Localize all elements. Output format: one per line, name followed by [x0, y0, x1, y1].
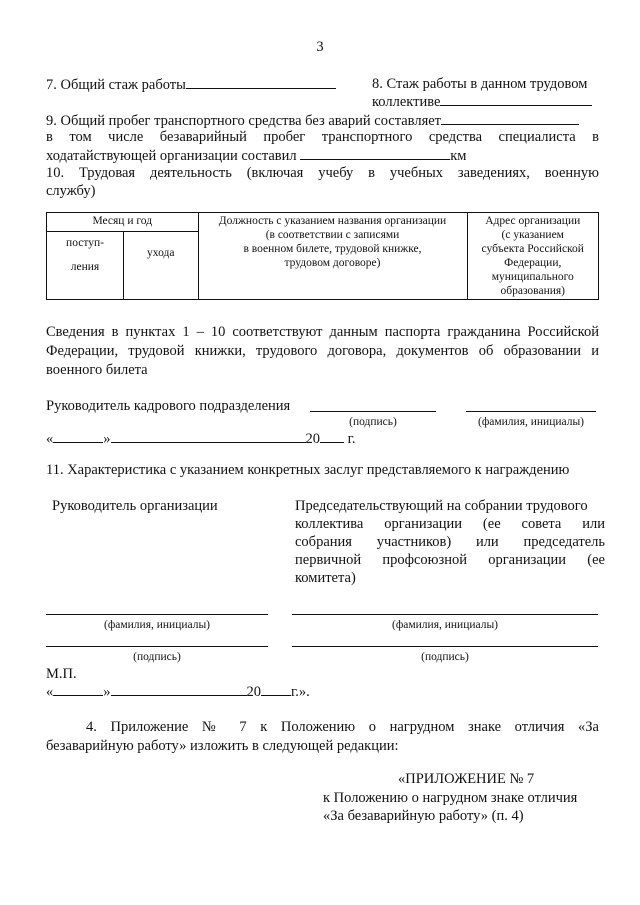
info-line3: военного билета — [46, 362, 148, 378]
org-head-signature-caption: (подпись) — [133, 651, 181, 663]
para-4-line1: 4. Приложение № 7 к Положению о нагрудном знаке отличия «За — [86, 719, 599, 735]
item-9-line2: в том числе безаварийный пробег транспортного средства специалиста в — [46, 129, 599, 145]
hr-date-year-blank[interactable] — [320, 429, 344, 443]
page-number: 3 — [316, 39, 324, 55]
hr-date-day-blank[interactable] — [53, 429, 103, 443]
chair-line2: коллектива организации (ее совета или — [295, 516, 605, 532]
info-line1: Сведения в пунктах 1 – 10 соответствуют данным паспорта гражданина Российской — [46, 324, 599, 340]
header-position: Должность с указанием названия организации (в соответствии с записями в военном билете, трудовой книжке, трудовом договоре) — [198, 213, 467, 300]
item-9-line3: ходатайствующей организации составил км — [46, 148, 467, 164]
chair-name-line[interactable] — [292, 614, 598, 615]
para-4-line2: безаварийную работу» изложить в следующей редакции: — [46, 738, 399, 754]
info-line2: Федерации, трудовой книжки, трудового договора, документов об образовании и — [46, 343, 599, 359]
chair-signature-caption: (подпись) — [421, 651, 469, 663]
signing-date-year-blank[interactable] — [261, 682, 291, 696]
item-8-label-line2: коллективе — [372, 92, 592, 111]
chair-line4: первичной профсоюзной организации (ее — [295, 552, 605, 568]
item-11-label: 11. Характеристика с указанием конкретных заслуг представляемого к награждению — [46, 462, 570, 478]
header-entry: поступ- ления — [47, 232, 124, 300]
signing-date: « » 20 г.». — [46, 684, 310, 700]
signing-date-day-blank[interactable] — [53, 682, 103, 696]
org-head-name-line[interactable] — [46, 614, 268, 615]
item-9-km-blank[interactable] — [300, 146, 450, 160]
org-head-label: Руководитель организации — [52, 498, 218, 514]
header-leave: ухода — [124, 232, 199, 300]
chair-name-caption: (фамилия, инициалы) — [391, 619, 499, 631]
item-10-line2: службу) — [46, 183, 96, 199]
header-month-year: Месяц и год — [47, 213, 199, 232]
item-8-label-line1: 8. Стаж работы в данном трудовом — [372, 76, 588, 92]
km-unit: км — [450, 148, 467, 164]
hr-signature-line[interactable] — [310, 411, 436, 412]
item-9-label: 9. Общий пробег транспортного средства без аварий составляет — [46, 111, 579, 130]
chair-line3: собрания участников) или председатель — [295, 534, 605, 550]
org-head-name-caption: (фамилия, инициалы) — [103, 619, 211, 631]
appendix-title: «ПРИЛОЖЕНИЕ № 7 — [398, 771, 535, 787]
item-8-blank[interactable] — [440, 92, 592, 106]
chair-signature-line[interactable] — [292, 646, 598, 647]
org-head-signature-line[interactable] — [46, 646, 268, 647]
appendix-line3: «За безаварийную работу» (п. 4) — [323, 808, 524, 824]
header-address: Адрес организации (с указанием субъекта Российской Федерации, муниципального образования) — [467, 213, 599, 300]
employment-table — [46, 212, 599, 300]
chair-line5: комитета) — [295, 570, 356, 586]
stamp-place: М.П. — [46, 666, 77, 682]
hr-name-caption: (фамилия, инициалы) — [477, 416, 585, 428]
appendix-line2: к Положению о нагрудном знаке отличия — [323, 790, 578, 806]
hr-date: « » 20 г. — [46, 431, 356, 447]
item-7-blank[interactable] — [186, 75, 336, 89]
item-7-label: 7. Общий стаж работы — [46, 75, 336, 94]
chair-line1: Председательствующий на собрании трудового — [295, 498, 588, 514]
hr-signature-caption: (подпись) — [349, 416, 397, 428]
hr-date-month-blank[interactable] — [111, 429, 306, 443]
item-10-line1: 10. Трудовая деятельность (включая учебу в учебных заведениях, военную — [46, 165, 599, 181]
hr-name-line[interactable] — [466, 411, 596, 412]
item-9-blank[interactable] — [441, 111, 579, 125]
signing-date-month-blank[interactable] — [111, 682, 247, 696]
hr-head-label: Руководитель кадрового подразделения — [46, 398, 291, 414]
